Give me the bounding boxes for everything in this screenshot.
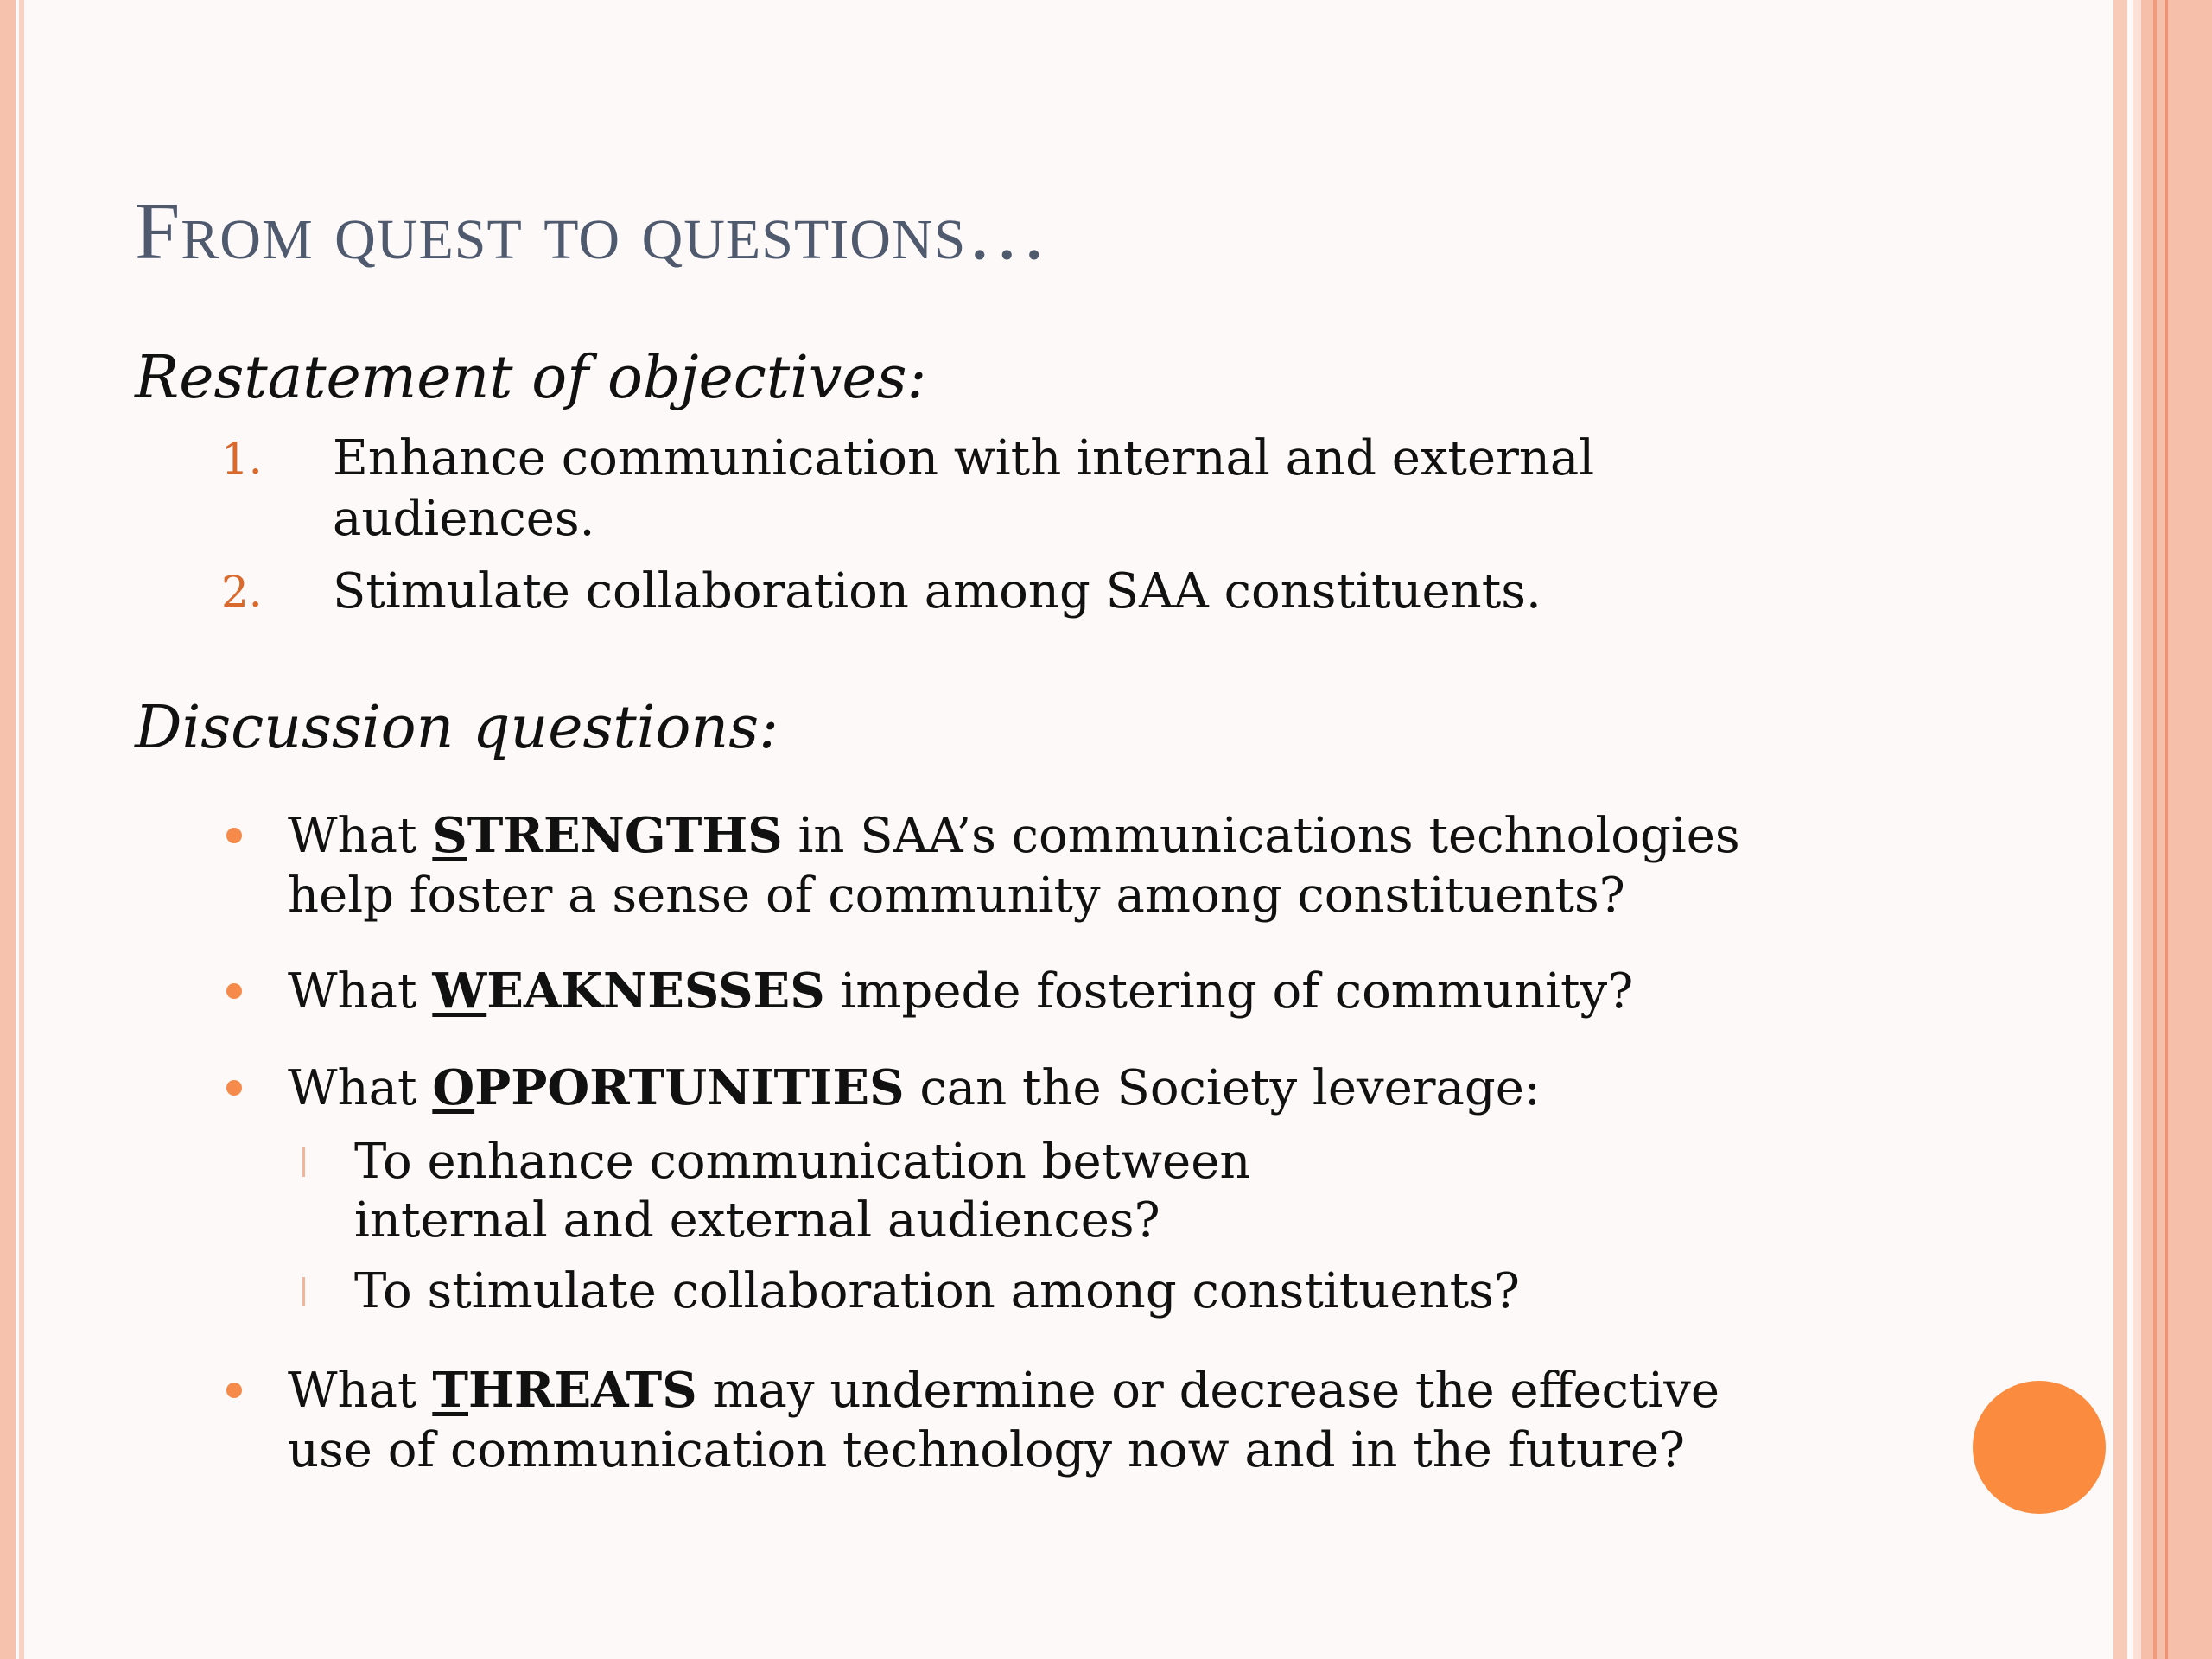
sub-bullet-marker xyxy=(302,1277,305,1306)
keyword-rest: EAKNESSES xyxy=(486,963,825,1020)
right-border-line xyxy=(2153,0,2157,1659)
objective-text-continued: audiences. xyxy=(333,491,595,547)
right-border-stripe xyxy=(2113,0,2127,1659)
right-border-stripe xyxy=(2141,0,2212,1659)
keyword-rest: PPORTUNITIES xyxy=(474,1059,905,1116)
keyword-rest: TRENGTHS xyxy=(467,807,783,864)
question-prefix: What xyxy=(288,1060,433,1116)
left-border-stripe xyxy=(0,0,16,1659)
sub-bullet-marker xyxy=(302,1147,305,1177)
decorative-orange-circle xyxy=(1973,1381,2106,1514)
objective-number: 1. xyxy=(221,434,263,484)
bullet-dot xyxy=(226,983,242,999)
question-text: can the Society leverage: xyxy=(904,1060,1541,1116)
keyword-initial: O xyxy=(432,1059,475,1116)
question-text: may undermine or decrease the effective xyxy=(696,1363,1720,1419)
question-strengths xyxy=(288,805,1740,867)
sub-question: To enhance communication between xyxy=(354,1134,1251,1190)
discussion-heading: Discussion questions: xyxy=(135,694,779,762)
question-keyword xyxy=(432,807,782,864)
question-keyword xyxy=(432,963,824,1020)
bullet-dot xyxy=(226,828,242,843)
slide-title: From quest to questions… xyxy=(135,187,1049,276)
left-border-stripe-thin xyxy=(19,0,24,1659)
sub-question: To stimulate collaboration among constituents? xyxy=(354,1263,1520,1319)
question-text: impede fostering of community? xyxy=(824,963,1634,1020)
keyword-initial: S xyxy=(432,807,467,864)
objective-text: Enhance communication with internal and external xyxy=(333,430,1595,486)
question-keyword xyxy=(432,1059,904,1116)
keyword-initial: T xyxy=(432,1362,468,1419)
question-prefix: What xyxy=(288,808,433,864)
question-weaknesses xyxy=(288,961,1633,1022)
bullet-dot xyxy=(226,1382,242,1398)
objective-number: 2. xyxy=(221,567,263,617)
question-prefix: What xyxy=(288,963,433,1020)
question-strengths-continued: help foster a sense of community among constituents? xyxy=(288,868,1625,924)
keyword-rest: HREATS xyxy=(468,1362,697,1419)
question-threats-continued: use of communication technology now and in the future? xyxy=(288,1422,1686,1478)
right-border-line xyxy=(2165,0,2168,1659)
question-threats xyxy=(288,1360,1719,1421)
question-opportunities xyxy=(288,1058,1541,1119)
restatement-heading: Restatement of objectives: xyxy=(135,344,927,412)
bullet-dot xyxy=(226,1080,242,1096)
question-keyword xyxy=(432,1362,696,1419)
keyword-initial: W xyxy=(432,963,487,1020)
sub-question-continued: internal and external audiences? xyxy=(354,1192,1160,1249)
right-border-stripe xyxy=(2133,0,2141,1659)
question-prefix: What xyxy=(288,1363,433,1419)
question-text: in SAA’s communications technologies xyxy=(782,808,1740,864)
objective-text: Stimulate collaboration among SAA constituents. xyxy=(333,563,1541,620)
